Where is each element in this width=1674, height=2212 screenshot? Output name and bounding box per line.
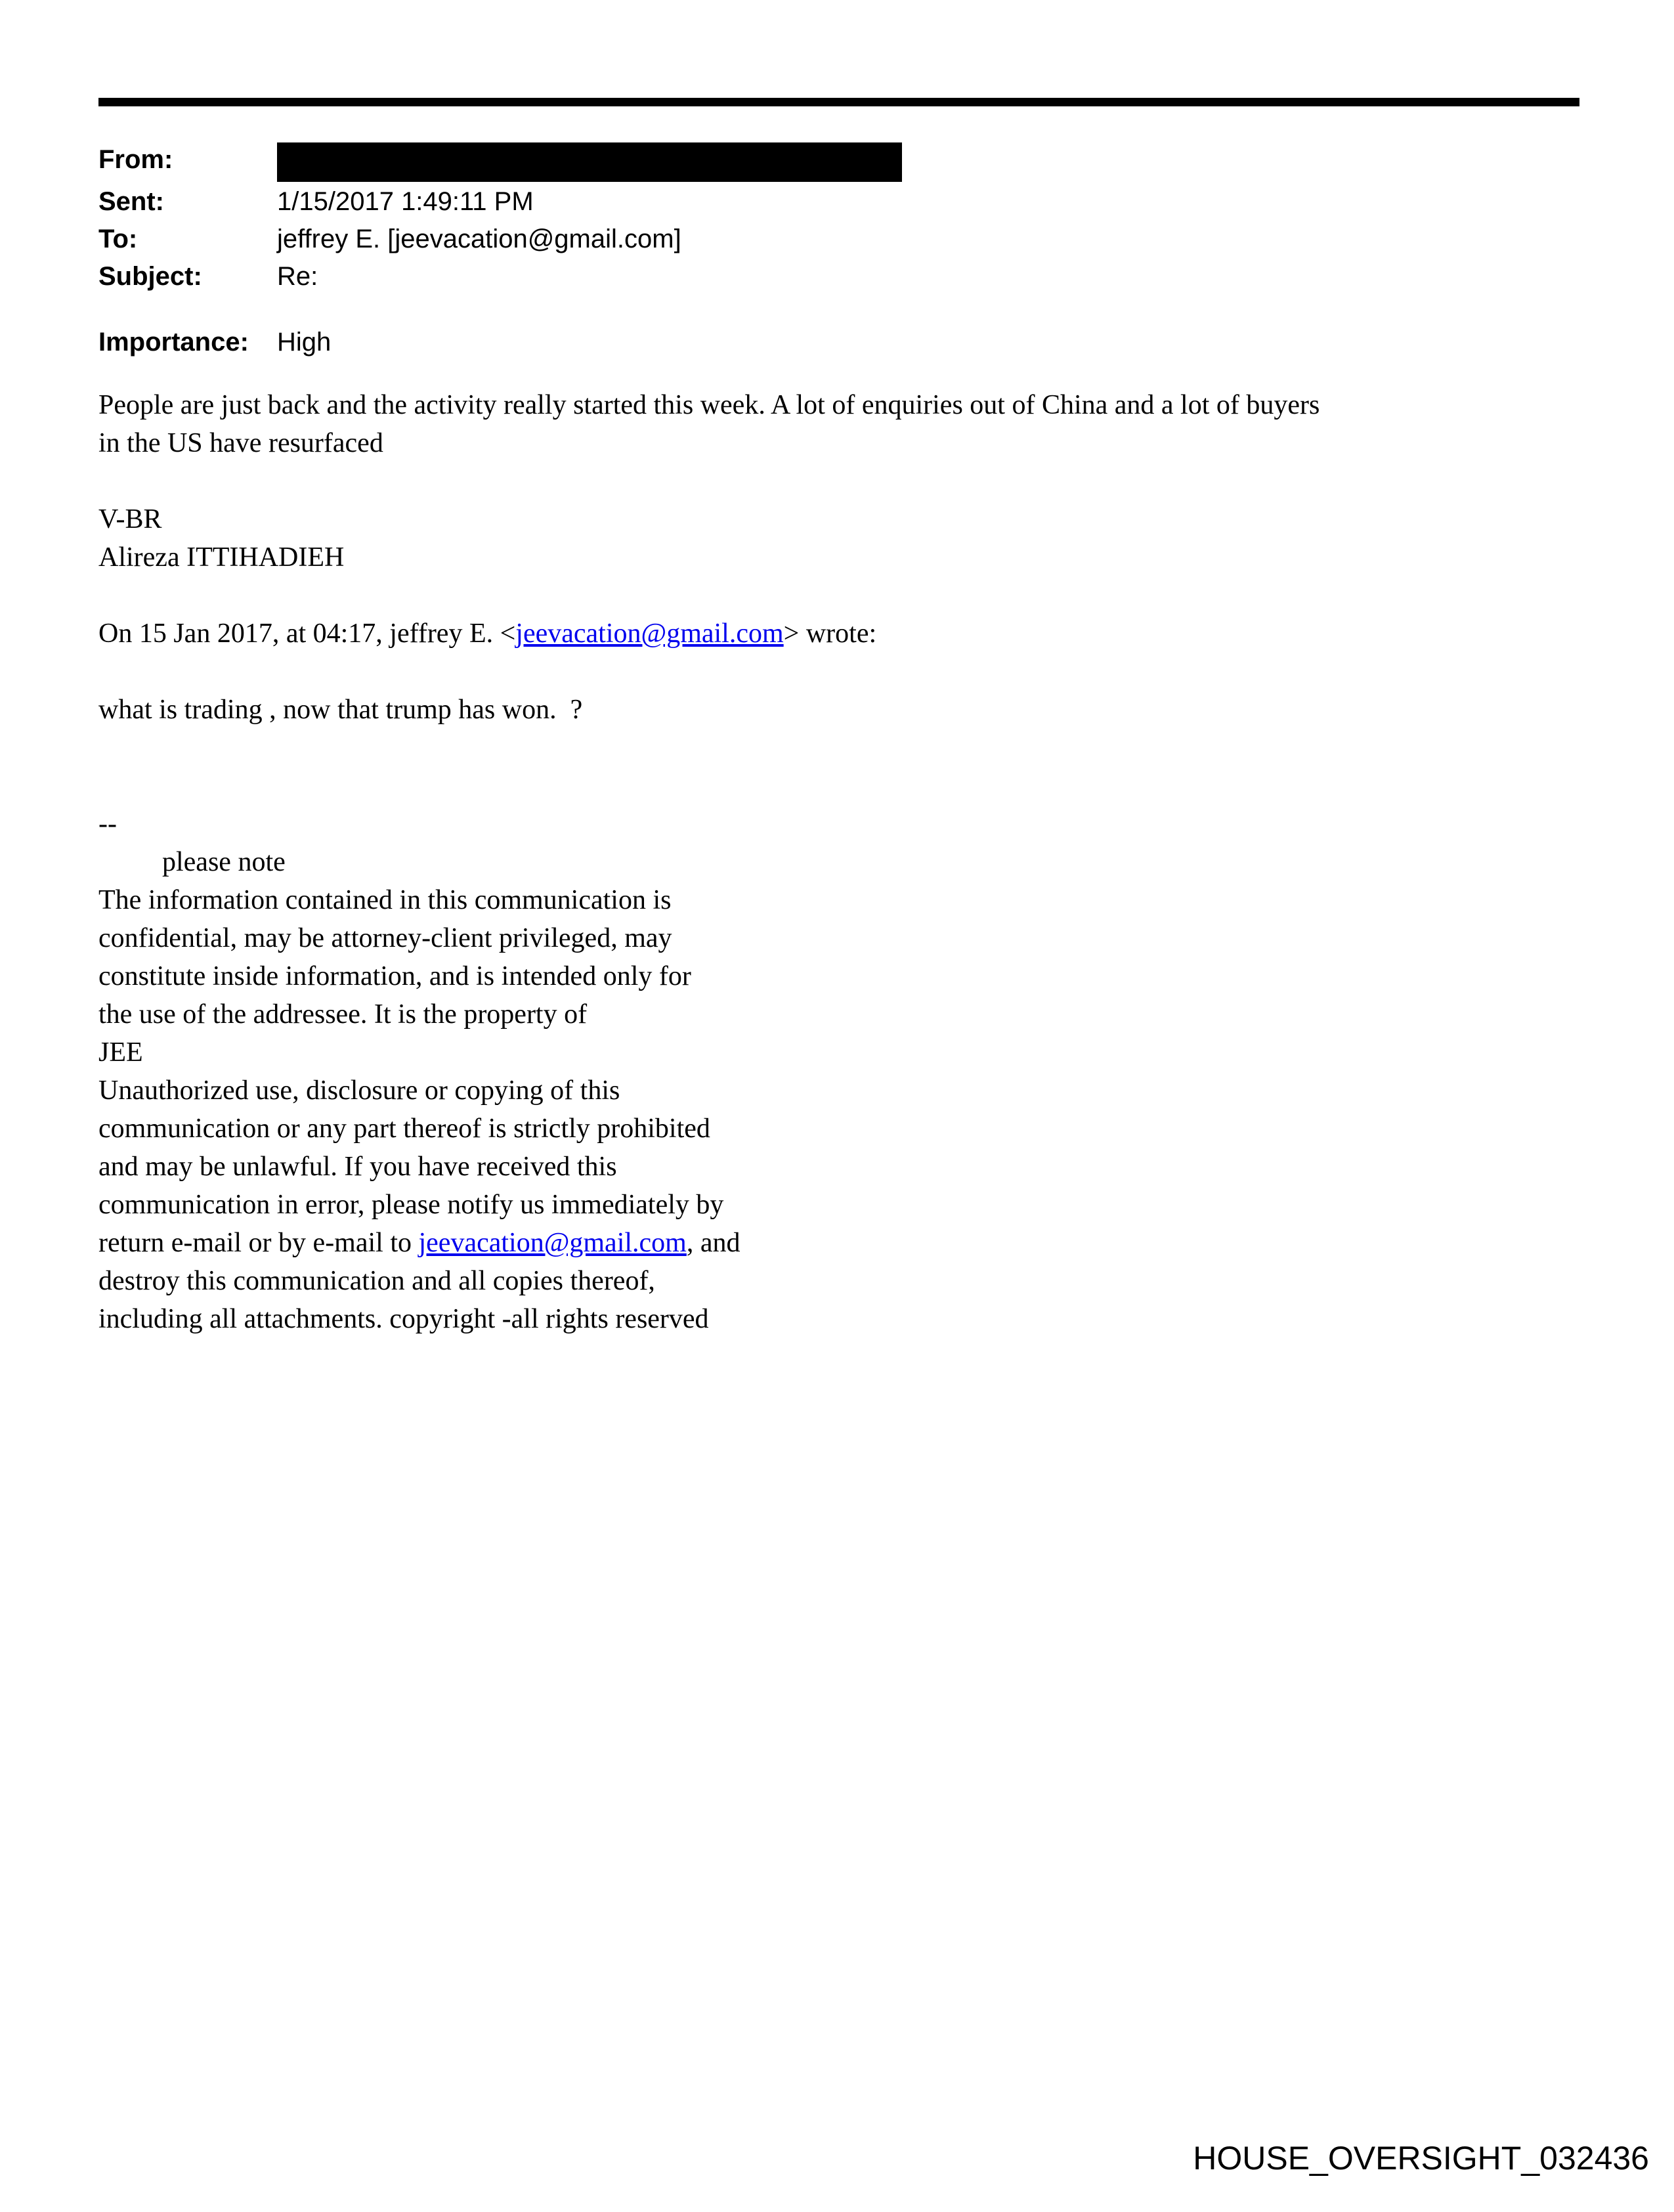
disclaimer-line: communication in error, please notify us immediately by xyxy=(98,1190,724,1220)
importance-label: Importance: xyxy=(98,328,249,357)
from-row xyxy=(98,141,902,183)
body-paragraph-line-1: People are just back and the activity really started this week. A lot of enquiries out of China and a lot of buyers xyxy=(98,390,1320,420)
signature-initials: V-BR xyxy=(98,504,162,534)
disclaimer-link-prefix: return e-mail or by e-mail to xyxy=(98,1228,419,1258)
email-header xyxy=(98,141,902,361)
importance-value: High xyxy=(277,328,332,357)
disclaimer-line: and may be unlawful. If you have received this xyxy=(98,1152,617,1182)
disclaimer-line: including all attachments. copyright -all rights reserved xyxy=(98,1304,709,1334)
disclaimer-line: confidential, may be attorney-client privileged, may xyxy=(98,923,672,953)
from-label: From: xyxy=(98,145,173,174)
importance-row xyxy=(98,324,902,361)
quote-attribution xyxy=(98,615,1608,653)
disclaimer-line: JEE xyxy=(98,1037,143,1068)
disclaimer-line: communication or any part thereof is strictly prohibited xyxy=(98,1114,710,1144)
subject-label: Subject: xyxy=(98,262,202,291)
quoted-sender-email-link[interactable]: jeevacation@gmail.com xyxy=(515,618,784,649)
sent-row xyxy=(98,183,902,221)
from-redaction-bar xyxy=(277,142,902,182)
top-divider-rule xyxy=(98,98,1579,106)
disclaimer-line: destroy this communication and all copies thereof, xyxy=(98,1266,655,1296)
disclaimer-line: the use of the addressee. It is the property of xyxy=(98,999,588,1030)
disclaimer-link-line xyxy=(98,1224,1608,1262)
signature-separator: -- xyxy=(98,809,117,839)
quote-attribution-suffix: > wrote: xyxy=(783,618,877,649)
disclaimer-email-link[interactable]: jeevacation@gmail.com xyxy=(418,1228,687,1258)
disclaimer-link-suffix: , and xyxy=(686,1228,740,1258)
disclaimer-line: Unauthorized use, disclosure or copying of this xyxy=(98,1075,620,1106)
body-paragraph-line-2: in the US have resurfaced xyxy=(98,428,383,458)
to-label: To: xyxy=(98,225,138,253)
sent-value: 1/15/2017 1:49:11 PM xyxy=(277,187,534,216)
quote-attribution-prefix: On 15 Jan 2017, at 04:17, jeffrey E. < xyxy=(98,618,516,649)
sent-label: Sent: xyxy=(98,187,164,216)
to-value: jeffrey E. [jeevacation@gmail.com] xyxy=(277,225,681,253)
to-row xyxy=(98,221,902,258)
quoted-message-text: what is trading , now that trump has won. ? xyxy=(98,695,583,725)
bates-stamp: HOUSE_OVERSIGHT_032436 xyxy=(1193,2140,1649,2177)
subject-value: Re: xyxy=(277,262,318,291)
subject-row xyxy=(98,258,902,295)
please-note-heading: please note xyxy=(162,847,286,877)
email-body xyxy=(98,386,1608,1338)
signature-name: Alireza ITTIHADIEH xyxy=(98,542,345,573)
disclaimer-line: The information contained in this communication is xyxy=(98,885,672,915)
disclaimer-line: constitute inside information, and is intended only for xyxy=(98,961,691,991)
